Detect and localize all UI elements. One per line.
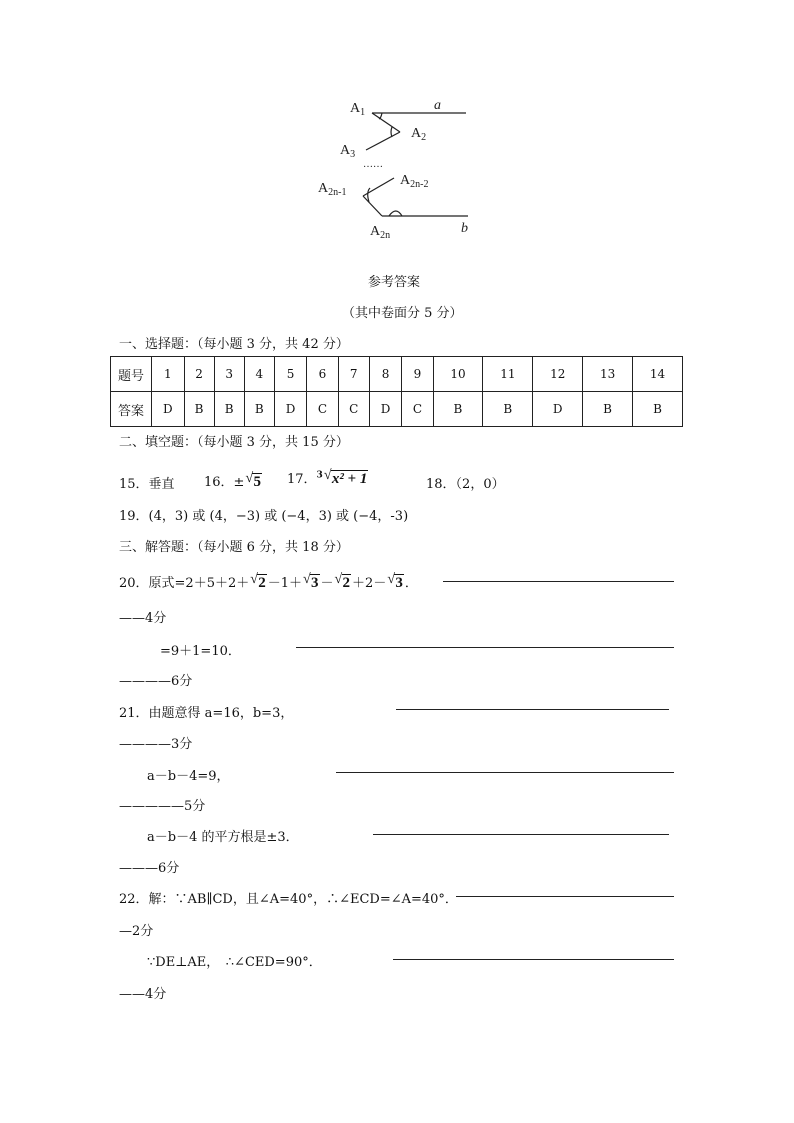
q21-score1: ————3分 xyxy=(119,737,193,752)
cube-root-index: 3 xyxy=(316,470,323,481)
angle-arc-a1 xyxy=(379,113,382,119)
table-cell-answer: D xyxy=(369,392,402,427)
q20-score2: ————6分 xyxy=(119,674,193,689)
score-rule xyxy=(336,772,674,773)
answer-16 xyxy=(204,471,263,491)
label-a2n-1: $A_{2n-1}$ xyxy=(318,181,347,198)
score-rule xyxy=(296,647,674,648)
table-cell-answer: D xyxy=(274,392,307,427)
label-a1: $A_1$ xyxy=(350,101,366,118)
table-cell-number: 7 xyxy=(338,357,369,392)
table-cell-answer: B xyxy=(583,392,633,427)
table-cell-answer: C xyxy=(338,392,369,427)
table-cell-answer: C xyxy=(402,392,433,427)
answer-17-prefix: 17． xyxy=(287,472,317,487)
label-line-a: a xyxy=(434,98,441,113)
table-cell-number: 13 xyxy=(583,357,633,392)
q21-line1: 21．由题意得 a=16，b=3， xyxy=(119,706,294,721)
table-cell-number: 6 xyxy=(307,357,338,392)
score-rule xyxy=(373,834,669,835)
q21-line2: a－b－4=9， xyxy=(147,769,230,784)
table-cell-answer: B xyxy=(214,392,244,427)
score-rule xyxy=(443,581,674,582)
section-fill-title: 二、填空题：（每小题 3 分，共 15 分） xyxy=(119,435,349,450)
q20-line2: =9＋1=10． xyxy=(160,644,241,659)
q21-score3: ———6分 xyxy=(119,861,180,876)
table-cell-answer: B xyxy=(184,392,214,427)
angle-arc-a2 xyxy=(391,127,392,137)
row-label-number: 题号 xyxy=(111,357,152,392)
table-cell-number: 10 xyxy=(433,357,483,392)
q21-line3: a－b－4 的平方根是±3． xyxy=(147,830,299,845)
table-cell-answer: B xyxy=(244,392,274,427)
label-a3: $A_3$ xyxy=(340,143,356,160)
row-label-answer: 答案 xyxy=(111,392,152,427)
table-cell-answer: B xyxy=(633,392,683,427)
table-cell-answer: C xyxy=(307,392,338,427)
answer-16-prefix: 16．± xyxy=(204,475,245,490)
angle-arc-a2n-1 xyxy=(368,188,370,202)
table-row-answers xyxy=(111,392,683,427)
label-ellipsis: …… xyxy=(363,159,383,170)
q20-plus-two: ＋2－ xyxy=(352,576,387,591)
table-cell-number: 9 xyxy=(402,357,433,392)
table-cell-answer: D xyxy=(152,392,185,427)
q20-pre: 20．原式=2＋5＋2＋ xyxy=(119,576,250,591)
segment-a2-a3 xyxy=(366,132,400,150)
label-a2n-2: $A_{2n-2}$ xyxy=(400,173,429,190)
table-cell-number: 5 xyxy=(274,357,307,392)
label-line-b: b xyxy=(461,221,468,236)
table-cell-number: 2 xyxy=(184,357,214,392)
q20-score1: ——4分 xyxy=(119,611,167,626)
section-solve-title: 三、解答题：（每小题 6 分，共 18 分） xyxy=(119,540,349,555)
sqrt-symbol: √ 2 xyxy=(250,572,266,591)
answer-17 xyxy=(287,468,369,488)
angle-arc-a2n xyxy=(389,211,402,216)
q20-minus: － xyxy=(320,576,334,591)
cube-root-symbol: √ x² + 1 xyxy=(323,468,368,487)
score-rule xyxy=(393,959,674,960)
segment-a1-a2 xyxy=(372,113,400,132)
answer-15: 15．垂直 xyxy=(119,477,175,492)
sqrt-symbol: √ 2 xyxy=(334,572,351,591)
page-heading: 参考答案 xyxy=(368,275,421,290)
table-cell-number: 1 xyxy=(152,357,185,392)
answer-table xyxy=(110,356,683,427)
table-cell-answer: D xyxy=(533,392,583,427)
q20-minus-one: －1＋ xyxy=(267,576,303,591)
segment-a2n-1-a2n xyxy=(363,196,382,216)
q21-score2: —————5分 xyxy=(119,799,206,814)
q22-line2: ∵DE⊥AE， ∴∠CED=90°． xyxy=(147,955,322,970)
answer-19: 19．(4，3) 或 (4，−3) 或 (−4，3) 或 (−4，-3) xyxy=(119,509,409,524)
score-rule xyxy=(396,709,669,710)
q22-score1: —2分 xyxy=(119,924,154,939)
sqrt-symbol: √ 3 xyxy=(387,572,403,591)
answer-18: 18．（2，0） xyxy=(426,477,505,492)
table-cell-number: 8 xyxy=(369,357,402,392)
page-subheading: （其中卷面分 5 分） xyxy=(342,306,463,321)
table-cell-answer: B xyxy=(433,392,483,427)
table-cell-number: 3 xyxy=(214,357,244,392)
q22-score2: ——4分 xyxy=(119,987,167,1002)
zigzag-parallel-lines-figure xyxy=(310,92,490,244)
q20-end: ． xyxy=(404,576,418,591)
label-a2: $A_2$ xyxy=(411,126,427,143)
label-a2n: $A_{2n}$ xyxy=(370,224,391,241)
sqrt-symbol: √ 3 xyxy=(303,572,319,591)
table-cell-number: 4 xyxy=(244,357,274,392)
table-cell-number: 12 xyxy=(533,357,583,392)
sqrt-symbol: √ 5 xyxy=(245,471,261,490)
q22-line1: 22．解：∵AB∥CD，且∠A=40°，∴∠ECD=∠A=40°． xyxy=(119,892,458,907)
table-row-numbers xyxy=(111,357,683,392)
section-choice-title: 一、选择题：（每小题 3 分，共 42 分） xyxy=(119,337,349,352)
table-cell-number: 11 xyxy=(483,357,533,392)
score-rule xyxy=(456,896,674,897)
table-cell-answer: B xyxy=(483,392,533,427)
q20-line1 xyxy=(119,572,418,592)
table-cell-number: 14 xyxy=(633,357,683,392)
